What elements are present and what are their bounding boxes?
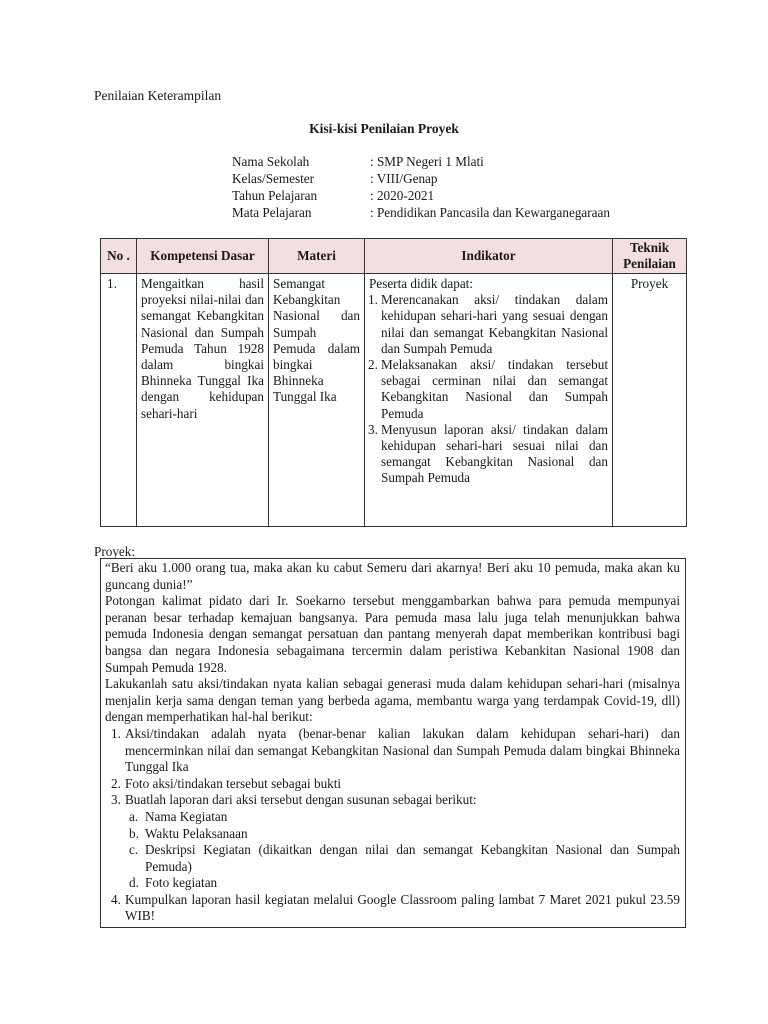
table-row: [101, 274, 687, 527]
list-text: Merencanakan aksi/ tindakan dalam kehidupan sehari-hari yang sesuai dengan nilai dan semangat Kebangkitan Nasional dan Sumpah Pemuda: [381, 292, 608, 356]
info-value: : Pendidikan Pancasila dan Kewarganegaraan: [370, 205, 610, 220]
proyek-label: Proyek:: [94, 544, 136, 559]
info-value: : 2020-2021: [370, 188, 435, 203]
table-header-row: [101, 239, 687, 274]
list-item: [125, 826, 680, 843]
list-number: 1.: [368, 292, 378, 308]
list-text: Foto aksi/tindakan tersebut sebagai bukti: [125, 775, 342, 791]
list-item: [125, 809, 680, 826]
list-item: [125, 875, 680, 892]
assessment-grid-table: [100, 238, 687, 527]
list-text: Buatlah laporan dari aksi tersebut dengan susunan sebagai berikut:: [125, 792, 477, 808]
list-number: 3.: [111, 792, 121, 808]
list-item: [369, 422, 608, 487]
list-item: [105, 776, 680, 793]
quote-text: “Beri aku 1.000 orang tua, maka akan ku cabut Semeru dari akarnya! Beri aku 10 pemuda, maka akan ku guncang dunia!”: [105, 560, 680, 592]
info-value: : SMP Negeri 1 Mlati: [370, 154, 484, 169]
list-item: [105, 726, 680, 776]
indikator-list: [369, 292, 608, 486]
cell-teknik-penilaian: Proyek: [613, 274, 687, 527]
section-title: Penilaian Keterampilan: [94, 88, 222, 103]
header-no: No .: [101, 239, 137, 274]
list-text: Menyusun laporan aksi/ tindakan dalam kehidupan sehari-hari sesuai nilai dan semangat Kebangkitan Nasional dan Sumpah Pemuda: [381, 421, 608, 486]
list-item: [125, 842, 680, 875]
header-teknik-penilaian: Teknik Penilaian: [613, 239, 687, 274]
list-letter: c.: [129, 842, 139, 858]
paragraph: Potongan kalimat pidato dari Ir. Soekarno tersebut menggambarkan bahwa para pemuda mempunyai peranan besar terhadap kemajuan bangsanya. Para pemuda masa lalu juga telah menunjukkan bahwa pemuda Indonesia dengan semangat persatuan dan pantang menyerah dapat memberikan kontribusi bagi bangsa dan negara Indonesia sebagaimana tercermin dalam peristiwa Kebankitan Nasional 1908 dan Sumpah Pemuda 1928.: [105, 593, 680, 675]
list-number: 2.: [111, 775, 121, 791]
indikator-intro: Peserta didik dapat:: [369, 276, 474, 291]
list-letter: d.: [129, 875, 139, 891]
list-text: Kumpulkan laporan hasil kegiatan melalui Google Classroom paling lambat 7 Maret 2021 pukul 23.59 WIB!: [125, 891, 680, 924]
list-item: [369, 357, 608, 422]
info-label: Mata Pelajaran: [232, 205, 312, 220]
list-text: Deskripsi Kegiatan (dikaitkan dengan nilai dan semangat Kebangkitan Nasional dan Sumpah Pemuda): [145, 842, 680, 874]
header-kompetensi-dasar: Kompetensi Dasar: [137, 239, 269, 274]
list-letter: b.: [129, 825, 139, 841]
list-text: Aksi/tindakan adalah nyata (benar-benar kalian lakukan dalam kehidupan sehari-hari) dan mencerminkan nilai dan semangat Kebangkitan Nasional dan Sumpah Pemuda dalam bingkai Bhinneka Tunggal Ika: [125, 725, 680, 775]
list-text: Waktu Pelaksanaan: [145, 825, 248, 841]
sub-steps-list: [125, 809, 680, 892]
list-number: 1.: [111, 725, 121, 741]
document-title: Kisi-kisi Penilaian Proyek: [309, 121, 459, 136]
cell-indikator: [365, 274, 613, 527]
list-item: [105, 792, 680, 892]
info-label: Kelas/Semester: [232, 171, 315, 186]
cell-materi: Semangat Kebangkitan Nasional dan Sumpah Pemuda dalam bingkai Bhinneka Tunggal Ika: [269, 274, 365, 527]
list-letter: a.: [129, 808, 139, 824]
header-materi: Materi: [269, 239, 365, 274]
list-text: Foto kegiatan: [145, 875, 218, 891]
list-text: Nama Kegiatan: [145, 808, 228, 824]
list-number: 3.: [368, 421, 378, 437]
list-number: 4.: [111, 891, 121, 907]
list-number: 2.: [368, 357, 378, 373]
info-label: Nama Sekolah: [232, 154, 310, 169]
info-label: Tahun Pelajaran: [232, 188, 318, 203]
cell-kompetensi-dasar: Mengaitkan hasil proyeksi nilai-nilai dan semangat Kebangkitan Nasional dan Sumpah Pemuda Tahun 1928 dalam bingkai Bhinneka Tunggal Ika dengan kehidupan sehari-hari: [137, 274, 269, 527]
steps-list: [105, 726, 680, 925]
info-value: : VIII/Genap: [370, 171, 438, 186]
list-text: Melaksanakan aksi/ tindakan tersebut sebagai cerminan nilai dan semangat Kebangkitan Nasional dan Sumpah Pemuda: [381, 357, 608, 421]
header-indikator: Indikator: [365, 239, 613, 274]
list-item: [369, 292, 608, 357]
proyek-box: [100, 558, 686, 928]
cell-no: 1.: [101, 274, 137, 527]
list-item: [105, 892, 680, 925]
paragraph: Lakukanlah satu aksi/tindakan nyata kalian sebagai generasi muda dalam kehidupan sehari-hari (misalnya menjalin kerja sama dengan teman yang berbeda agama, membantu warga yang terdampak Covid-19, dll) dengan memperhatikan hal-hal berikut:: [105, 676, 680, 725]
